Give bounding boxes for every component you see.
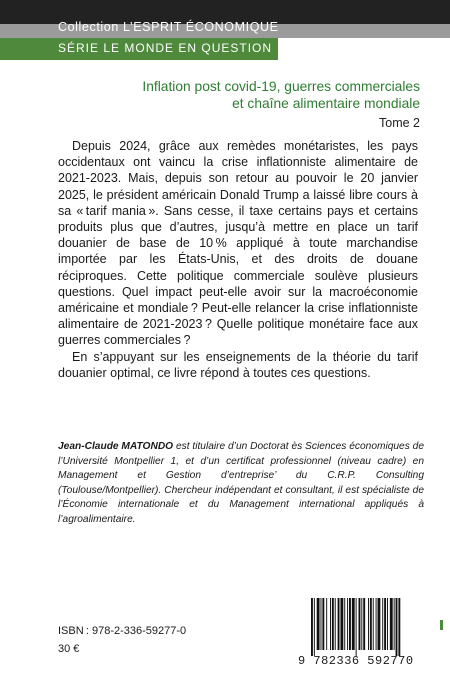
barcode-bar (384, 598, 386, 650)
barcode-bar (332, 598, 334, 650)
collection-name: Collection L’ESPRIT ÉCONOMIQUE (58, 20, 279, 34)
edge-mark (440, 620, 443, 630)
barcode-bar (387, 598, 388, 650)
barcode-bar (352, 598, 355, 650)
barcode-bar (317, 598, 320, 650)
barcode-bar (398, 598, 400, 656)
author-bio-text: est titulaire d’un Doctorat ès Sciences économiques de l’Université Montpellier 1, et d’un certificat professionnel (niveau cadre) en Management et Gestion d’entreprise’ du C.R.P. Consulting (Toulouse/Montpellier). Chercheur indépendant et consultant, il est spécialiste de l’Économie internationale et du Management international appliqués à l’agroalimentaire. (58, 441, 424, 525)
author-bio (58, 440, 424, 528)
book-title-line-2: et chaîne alimentaire mondiale (232, 96, 420, 111)
barcode-bar (330, 598, 331, 650)
summary-paragraph-1: Depuis 2024, grâce aux remèdes monétaristes, les pays occidentaux ont vaincu la crise inflationniste alimentaire de 2021-2023. Mais, depuis son retour au pouvoir le 20 janvier 2025, le président américain Donald Trump a laissé libre cours à sa « tarif mania ». Sans cesse, il taxe certains pays et certains produits plus que d’autres, jusqu’à mettre en place un tarif douanier de base de 10 % appliqué à toute marchandise importée par les États-Unis, et des droits de douane réciproques. Cette politique commerciale soulève plusieurs questions. Quel impact peut-elle avoir sur la macroéconomie américaine et mondiale ? Peut-elle relancer la crise inflationniste alimentaire de 2021-2023 ? Quelle politique monétaire face aux guerres commerciales ? (58, 139, 418, 348)
barcode-bar (340, 598, 343, 650)
barcode-bar (349, 598, 351, 650)
book-title (60, 78, 420, 112)
barcode-bar (338, 598, 340, 650)
barcode-bar (370, 598, 372, 650)
back-cover-summary (58, 138, 418, 381)
barcode-bar (356, 598, 357, 656)
barcode-bar (394, 598, 395, 650)
barcode-bar (311, 598, 313, 656)
barcode-bar (361, 598, 362, 650)
barcode-bar (390, 598, 393, 650)
author-name: Jean-Claude MATONDO (58, 441, 174, 452)
barcode-bar (359, 598, 361, 650)
barcode-bar (314, 598, 315, 656)
book-title-line-1: Inflation post covid-19, guerres commerciales (142, 79, 420, 94)
volume-label: Tome 2 (379, 116, 420, 130)
barcode-bar (376, 598, 377, 650)
barcode-bar (321, 598, 322, 650)
barcode-icon (310, 598, 435, 656)
barcode-bar (344, 598, 345, 650)
barcode-bar (335, 598, 336, 650)
barcode-bar (368, 598, 369, 650)
barcode-bar (378, 598, 381, 650)
summary-paragraph-2: En s’appuyant sur les enseignements de la théorie du tarif douanier optimal, ce livre répond à toutes ces questions. (58, 349, 418, 380)
barcode-bar (347, 598, 348, 650)
price: 30 € (58, 643, 80, 655)
barcode-bar (373, 598, 374, 650)
barcode-digits: 9 782336 592770 (298, 654, 414, 668)
barcode-bar (382, 598, 383, 650)
series-name: SÉRIE LE MONDE EN QUESTION (58, 41, 273, 55)
barcode-bar (396, 598, 398, 656)
barcode-bar (322, 598, 324, 650)
barcode-bar (363, 598, 365, 650)
barcode-bar (326, 598, 327, 650)
isbn: ISBN : 978-2-336-59277-0 (58, 625, 187, 637)
